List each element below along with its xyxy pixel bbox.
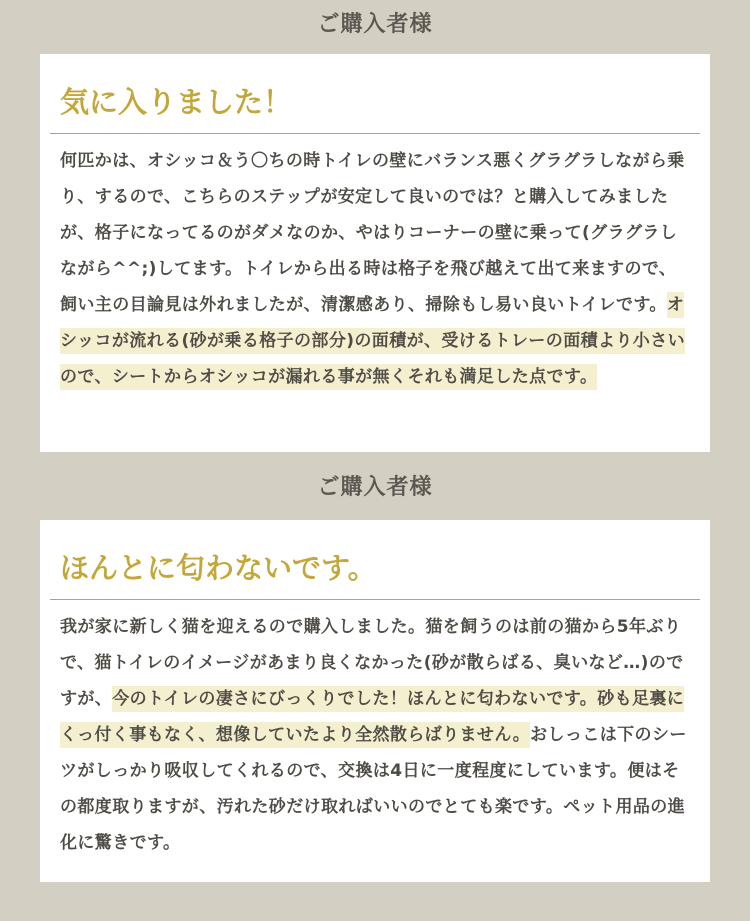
- review-text: 我が家に新しく猫を迎えるので購入しました。猫を飼うのは前の猫から5年ぶりで、猫トイレのイメージがあまり良くなかった(砂が散らばる、臭いなど…)のですが、: [60, 617, 684, 709]
- reviewer-name: ご購入者様: [317, 12, 433, 37]
- review-title: 気に入りました！: [50, 54, 700, 134]
- review-highlight: 今のトイレの凄さにびっくりでした！ほんとに匂わないです。砂も足裏にくっ付く事もなく、想像していたより全然散らばりません。: [60, 686, 684, 748]
- review-card: [40, 520, 710, 882]
- reviewer-name: ご購入者様: [317, 475, 433, 500]
- review-title: ほんとに匂わないです。: [50, 520, 700, 600]
- review-section-2: [0, 466, 750, 882]
- review-card: [40, 54, 710, 452]
- review-body: [40, 134, 710, 395]
- review-highlight: オシッコが流れる(砂が乗る格子の部分)の面積が、受けるトレーの面積より小さいので、シートからオシッコが漏れる事が無くそれも満足した点です。: [60, 292, 685, 390]
- review-section-1: [0, 0, 750, 452]
- review-text: 何匹かは、オシッコ＆う〇ちの時トイレの壁にバランス悪くグラグラしながら乗り、するので、こちらのステップが安定して良いのでは？と購入してみましたが、格子になってるのがダメなのか、やはりコーナーの壁に乗って(グラグラしながら^^;)してます。トイレから出る時は格子を飛び越えて出て来ますので、飼い主の目論見は外れましたが、清潔感あり、掃除もし易い良いトイレです。: [60, 151, 685, 315]
- review-body: [40, 600, 710, 861]
- review-text-after: おしっこは下のシーツがしっかり吸収してくれるので、交換は4日に一度程度にしています。便はその都度取りますが、汚れた砂だけ取ればいいのでとても楽です。ペット用品の進化に驚きです。: [60, 725, 687, 853]
